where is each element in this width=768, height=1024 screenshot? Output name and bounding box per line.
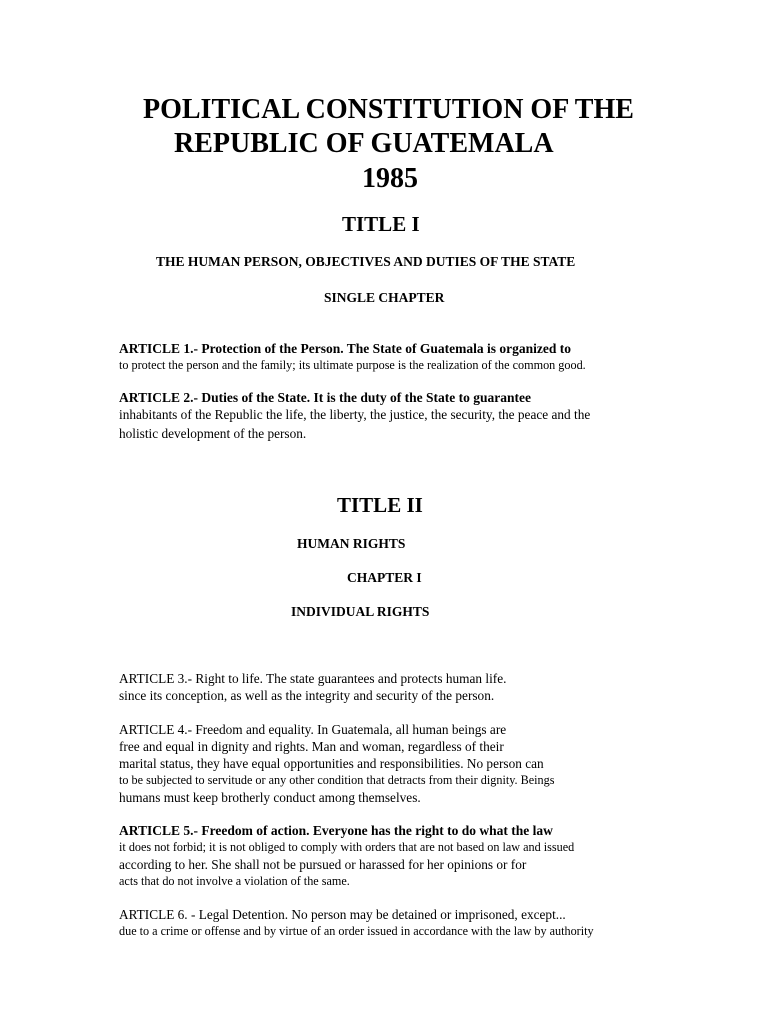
article-2-line-1: inhabitants of the Republic the life, the liberty, the justice, the security, the peace and the [119, 407, 591, 422]
article-4-line-2: free and equal in dignity and rights. Man and woman, regardless of their [119, 739, 504, 754]
article-1-lead: ARTICLE 1.- Protection of the Person. The State of Guatemala is organized to [119, 341, 571, 356]
article-3-line-1: ARTICLE 3.- Right to life. The state guarantees and protects human life. [119, 671, 507, 686]
article-5-lead: ARTICLE 5.- Freedom of action. Everyone has the right to do what the law [119, 823, 553, 838]
article-2-line-2: holistic development of the person. [119, 426, 307, 441]
document-title-year: 1985 [362, 163, 418, 194]
article-4-line-4: to be subjected to servitude or any other condition that detracts from their dignity. Beings [119, 773, 555, 787]
document-title-line-1: POLITICAL CONSTITUTION OF THE [143, 94, 634, 125]
article-6-line-1: ARTICLE 6. - Legal Detention. No person may be detained or imprisoned, except... [119, 907, 566, 922]
title-2-subheading: HUMAN RIGHTS [297, 536, 406, 551]
article-5-line-2: according to her. She shall not be pursued or harassed for her opinions or for [119, 857, 527, 872]
title-2-chapter: CHAPTER I [347, 570, 422, 585]
article-5-line-1: it does not forbid; it is not obliged to comply with orders that are not based on law and issued [119, 840, 575, 854]
article-5-line-3: acts that do not involve a violation of the same. [119, 874, 350, 888]
document-title-line-2: REPUBLIC OF GUATEMALA [174, 128, 554, 159]
article-4-line-1: ARTICLE 4.- Freedom and equality. In Guatemala, all human beings are [119, 722, 507, 737]
article-3-line-2: since its conception, as well as the integrity and security of the person. [119, 688, 495, 703]
title-1-subheading: THE HUMAN PERSON, OBJECTIVES AND DUTIES OF THE STATE [156, 254, 576, 269]
article-4-line-5: humans must keep brotherly conduct among themselves. [119, 790, 421, 805]
title-1-chapter: SINGLE CHAPTER [324, 290, 445, 305]
title-1-heading: TITLE I [342, 212, 420, 236]
article-1-line-1: to protect the person and the family; its ultimate purpose is the realization of the common good. [119, 358, 586, 372]
article-6-line-2: due to a crime or offense and by virtue of an order issued in accordance with the law by authority [119, 924, 594, 938]
title-2-heading: TITLE II [337, 493, 423, 517]
article-2-lead: ARTICLE 2.- Duties of the State. It is the duty of the State to guarantee [119, 390, 531, 405]
article-4-line-3: marital status, they have equal opportunities and responsibilities. No person can [119, 756, 544, 771]
title-2-section: INDIVIDUAL RIGHTS [291, 604, 430, 619]
